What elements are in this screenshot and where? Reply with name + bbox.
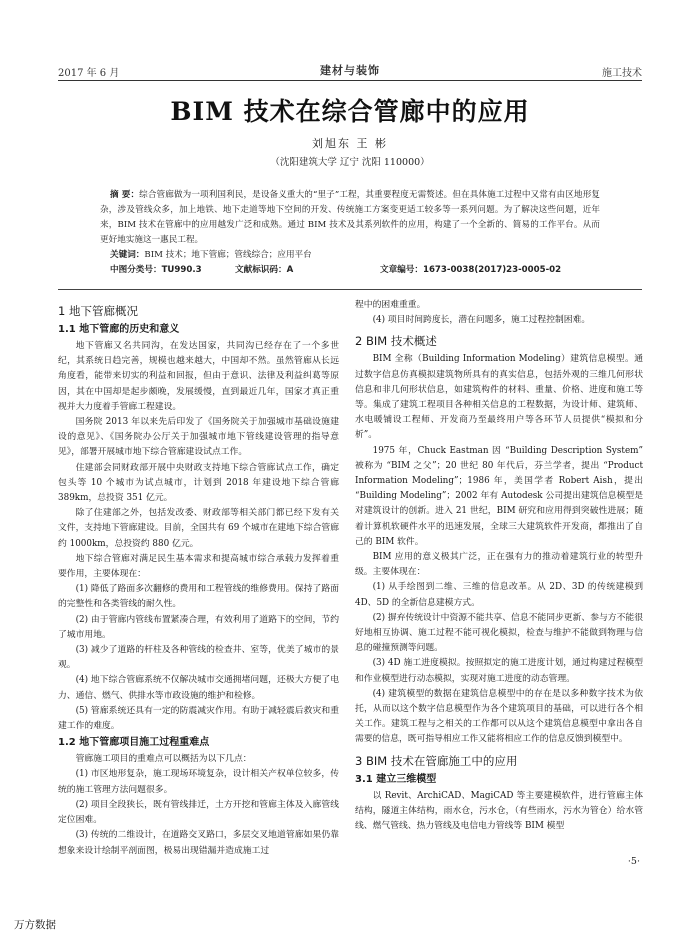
clc-number: 中图分类号：TU990.3 [110,265,202,275]
document-code: 文献标识码：A [235,265,294,275]
section-heading: 3 BIM 技术在管廊施工中的应用 [355,753,518,768]
list-item: (2) 摒弃传统设计中资源不能共享、信息不能同步更新、参与方不能很好地相互协调、施工过程不能可视化模拟，检查与维护不能做到物理与信息的碰撞预测等问题。 [355,612,643,654]
header-section: 施工技术 [602,68,642,79]
section-heading: 1 地下管廊概况 [58,304,138,318]
subsection-heading: 1.2 地下管廊项目施工过程重难点 [58,737,210,749]
keywords-label: 关键词： [110,250,145,260]
list-item: (1) 从手绘图到二维、三维的信息改革。从 2D、3D 的传统建模到 4D、5D 的全新信息建模方式。 [355,582,643,608]
list-item: (2) 项目全段狭长，既有管线排迁，土方开挖和管廊主体及入廊管线定位困难。 [58,799,339,826]
left-column [58,298,339,859]
paragraph: BIM 全称（Building Information Modeling）建筑信息模型。通过数字信息仿真模拟建筑物所具有的真实信息，包括外观的三维几何形状信息和非几何形状信息，如建筑构件的材料、重量、价格、进度和施工等等。集成了建筑工程项目各种相关信息的工程数据，为设计师、建筑师、水电暖铺设工程师、开发商乃至最终用户等各环节人员提供“模拟和分析”。 [355,354,643,441]
paragraph: 管廊施工项目的重难点可以概括为以下几点： [75,754,252,765]
keywords [100,248,600,263]
list-item: (1) 市区地形复杂，施工现场环境复杂，设计相关产权单位较多，传统的施工管理方法问题很多。 [58,769,339,795]
keywords-text: BIM 技术；地下管廊；管线综合；应用平台 [144,250,312,260]
paragraph: 程中的困难重重。 [355,300,426,310]
article-number: 文章编号：1673-0038(2017)23-0005-02 [380,265,562,275]
abstract-block [100,188,600,278]
list-item: (1) 降低了路面多次翻修的费用和工程管线的维修费用。保持了路面的完整性和各类管线的耐久性。 [58,584,339,610]
page-number: ·5· [627,856,640,867]
list-item: (4) 项目时间跨度长，潜在问题多，施工过程控制困难。 [372,315,591,326]
paragraph: 1975 年，Chuck Eastman 因 “Building Description System” 被称为 “BIM 之父”；20 世纪 80 年代后，芬兰学者，提出 “Product Information Modeling”；1986 年，美国学者 Robert Aish，提出 “Building Modeling”；2002 年有 Autodesk 公司提出建筑信息模型是对建筑设计的创新。进入 21 世纪，BIM 研究和应用得到突破性进展；随着计算机软硬件水平的迅速发展，全球三大建筑软件开发商，都推出了自己的 BIM 软件。 [355,445,643,547]
paragraph: 除了住建部之外，包括发改委、财政部等相关部门都已经下发有关文件，支持地下管廊建设。目前，全国共有 69 个城市在建地下综合管廊约 1000km，总投资约 880 亿元。 [58,508,339,549]
list-item: (3) 4D 施工进度模拟。按照拟定的施工进度计划，通过构建过程模型和作业模型进行动态模拟，实现对施工进度的动态管理。 [355,658,643,684]
subsection-heading: 1.1 地下管廊的历史和意义 [58,324,180,335]
header-divider [58,80,642,81]
author-affiliation: （沈阳建筑大学 辽宁 沈阳 110000） [270,157,430,168]
paper-authors: 刘旭东 王 彬 [312,137,388,150]
paragraph: 住建部会同财政部开展中央财政支持地下综合管廊试点工作，确定包头等 10 个城市为试点城市，计划到 2018 年建设地下综合管廊 389km，总投资 351 亿元。 [58,462,339,504]
paragraph: 地下管廊又名共同沟，在发达国家，共同沟已经存在了一个多世纪，其系统日趋完善，规模也越来越大，中国却不然。虽然管廊从长远角度看，能带来切实的利益和回报，但由于意识、法律及利益纠葛等原因，其在中国却是起步颇晚，发展缓慢，直到最近几年，国家才真正重视并大力度着手管廊工程建设。 [58,341,339,412]
abstract-text: 综合管廊做为一项利国利民，是设备义重大的“里子”工程，其重要程度无需赘述。但在具体施工过程中又常有由区地形复杂，涉及管线众多，加上地铁、地下走道等地下空间的开发、传统施工方案变更适工较多等一系列问题。为了解决这些问题，近年来，BIM 技术在管廊中的应用越发广泛和成熟。通过 BIM 技术及其系列软件的应用，构建了一个全新的、简易的工作平台。从而更好地实施这一惠民工程。 [100,190,600,245]
journal-name [320,62,380,78]
paper-title: BIM 技术在综合管廊中的应用 [170,97,530,126]
paragraph: BIM 应用的意义极其广泛，正在强有力的推动着建筑行业的转型升级。主要体现在： [355,552,643,578]
list-item: (3) 减少了道路的杆柱及各种管线的检查井、室等，优美了城市的景观。 [58,645,339,671]
paragraph: 地下综合管廊对满足民生基本需求和提高城市综合承载力发挥着重要作用，主要体现在： [58,553,339,580]
abstract-label: 摘 要： [110,190,140,200]
right-column [355,298,643,834]
list-item: (3) 传统的二维设计，在道路交叉路口，多层交叉地道管廊如果仍靠想象来设计绘制平剖面图，极易出现错漏并造成施工过 [58,830,339,856]
abstract [100,188,600,248]
list-item: (4) 建筑模型的数据在建筑信息模型中的存在是以多种数字技术为依托，从而以这个数字信息模型作为各个建筑项目的基础，可以进行各个相关工作。建筑工程与之相关的工作都可以从这个建筑信息模型中拿出各自需要的信息，既可指导相应工作又能将相应工作的信息反馈到模型中。 [355,688,643,745]
list-item: (5) 管廊系统还具有一定的防震减灾作用。有助于减轻震后救灾和重建工作的难度。 [58,705,339,732]
subsection-heading: 3.1 建立三维模型 [355,773,437,785]
paragraph: 以 Revit、ArchiCAD、MagiCAD 等主要建模软件，进行管廊主体结构，隧道主体结构，雨水仓，污水仓，（有些雨水，污水为管仓）给水管线、燃气管线、热力管线及电信电力管线等 BIM 模型 [355,790,643,832]
classification-row [100,263,600,278]
journal-title: 建材与装饰 [320,64,380,77]
header-date: 2017 年 6 月 [58,68,120,79]
list-item: (2) 由于管廊内管线布置紧凑合理，有效利用了道路下的空间，节约了城市用地。 [58,614,339,640]
list-item: (4) 地下综合管廊系统不仅解决城市交通拥堵问题，还极大方便了电力、通信、燃气、供排水等市政设施的维护和检修。 [58,675,339,701]
running-header [58,62,642,80]
paragraph: 国务院 2013 年以来先后印发了《国务院关于加强城市基础设施建设的意见》、《国务院办公厅关于加强城市地下管线建设管理的指导意见》，部署开展城市地下综合管廊建设试点工作。 [58,417,339,458]
section-heading: 2 BIM 技术概述 [355,334,437,349]
footer-source: 万方数据 [14,919,56,931]
abstract-divider [58,289,642,290]
